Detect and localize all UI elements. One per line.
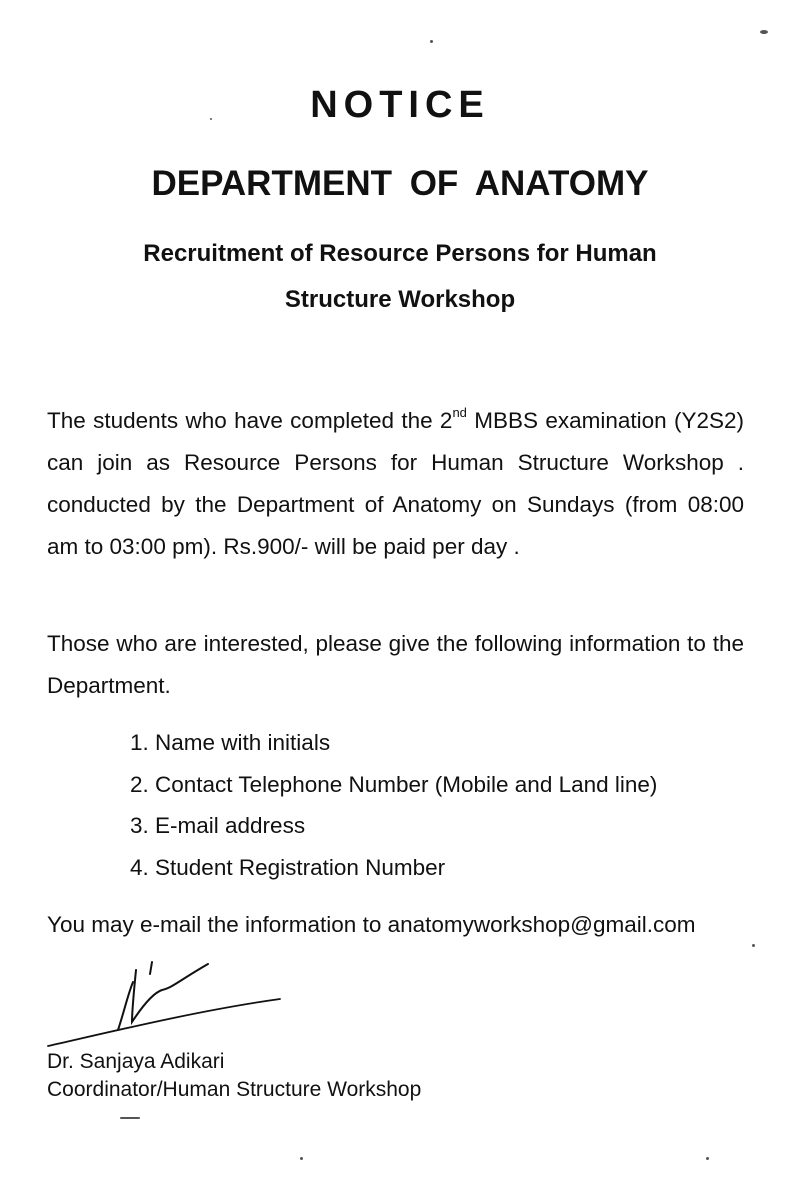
department-heading: DEPARTMENT OF ANATOMY [151,164,649,203]
paragraph-eligibility-start: The students who have completed the 2 [47,408,453,433]
scan-speck [210,118,212,120]
scan-speck [752,944,755,947]
signatory-title: Coordinator/Human Structure Workshop [47,1078,422,1101]
list-item: 4. Student Registration Number [130,854,446,880]
required-info-list [130,722,657,888]
subtitle-line-2: Structure Workshop [284,286,516,313]
scan-speck [430,40,433,43]
list-item: 2. Contact Telephone Number (Mobile and Land line) [130,771,658,797]
paragraph-instructions: Those who are interested, please give the following information to the Department. [47,631,744,698]
scan-speck [300,1157,303,1160]
notice-title: NOTICE [310,84,490,126]
ordinal-suffix: nd [452,404,467,420]
handwritten-signature [40,950,300,1050]
subtitle-line-1: Recruitment of Resource Persons for Human [143,240,657,267]
signatory-name: Dr. Sanjaya Adikari [47,1050,225,1073]
paragraph-eligibility-rest: MBBS examination (Y2S2) can join as Resource Persons for Human Structure Workshop . conducted by the Department of Anatomy on Sundays (from 08:00 am to 03:00 pm). Rs.900/- will be paid per day . [47,408,744,559]
scan-speck [760,30,768,34]
list-item: 3. E-mail address [130,813,306,838]
list-item: 1. Name with initials [130,730,331,755]
scan-speck [120,1117,140,1119]
paragraph-eligibility [47,400,744,568]
scan-speck [706,1157,709,1160]
email-instruction: You may e-mail the information to anatomyworkshop@gmail.com [47,912,696,937]
